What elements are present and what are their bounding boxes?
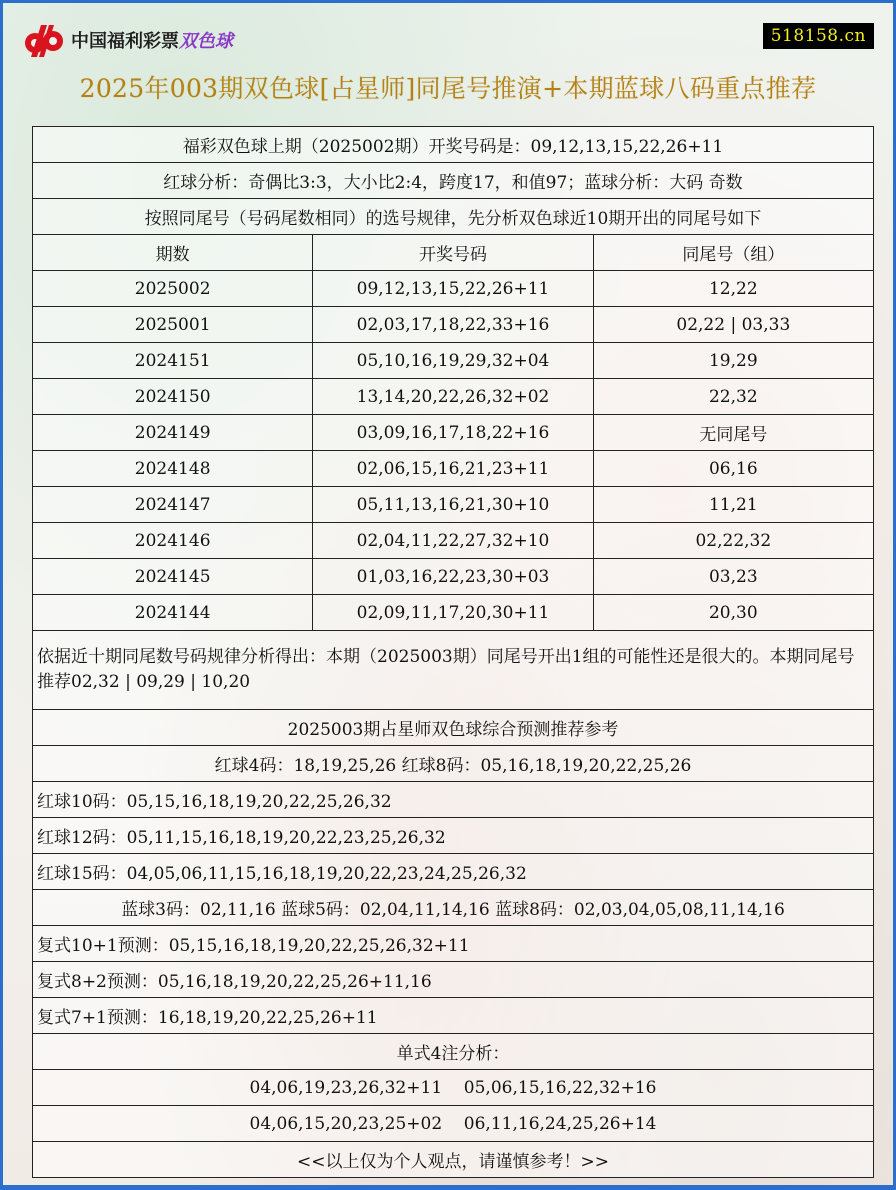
issue-cell: 2025002 bbox=[33, 271, 313, 307]
red-15-text: 红球15码：04,05,06,11,15,16,18,19,20,22,23,24,25,26,32 bbox=[33, 854, 874, 890]
issue-cell: 2024148 bbox=[33, 451, 313, 487]
analysis-row bbox=[33, 163, 874, 199]
numbers-cell: 09,12,13,15,22,26+11 bbox=[313, 271, 593, 307]
same-tail-cell: 无同尾号 bbox=[593, 415, 873, 451]
same-tail-cell: 22,32 bbox=[593, 379, 873, 415]
single-row-1 bbox=[33, 1070, 874, 1106]
analysis-table bbox=[32, 126, 874, 1178]
issue-cell: 2025001 bbox=[33, 307, 313, 343]
table-header-row bbox=[33, 235, 874, 271]
issue-cell: 2024151 bbox=[33, 343, 313, 379]
analysis-text: 红球分析：奇偶比3:3，大小比2:4，跨度17，和值97；蓝球分析：大码 奇数 bbox=[33, 163, 874, 199]
red-15-row bbox=[33, 854, 874, 890]
table-row bbox=[33, 307, 874, 343]
fushi-7-1-row bbox=[33, 998, 874, 1034]
issue-cell: 2024146 bbox=[33, 523, 313, 559]
table-row bbox=[33, 451, 874, 487]
issue-cell: 2024145 bbox=[33, 559, 313, 595]
numbers-cell: 03,09,16,17,18,22+16 bbox=[313, 415, 593, 451]
fushi-8-2-text: 复式8+2预测：05,16,18,19,20,22,25,26+11,16 bbox=[33, 962, 874, 998]
column-header-issue: 期数 bbox=[33, 235, 313, 271]
fushi-8-2-row bbox=[33, 962, 874, 998]
intro-text: 按照同尾号（号码尾数相同）的选号规律，先分析双色球近10期开出的同尾号如下 bbox=[33, 199, 874, 235]
numbers-cell: 01,03,16,22,23,30+03 bbox=[313, 559, 593, 595]
table-row bbox=[33, 415, 874, 451]
table-row bbox=[33, 379, 874, 415]
blue-text: 蓝球3码：02,11,16 蓝球5码：02,04,11,14,16 蓝球8码：02,03,04,05,08,11,14,16 bbox=[33, 890, 874, 926]
logo-text bbox=[71, 27, 233, 53]
prediction-heading-row bbox=[33, 710, 874, 746]
disclaimer-row bbox=[33, 1142, 874, 1178]
same-tail-cell: 03,23 bbox=[593, 559, 873, 595]
column-header-numbers: 开奖号码 bbox=[313, 235, 593, 271]
single-row-2 bbox=[33, 1106, 874, 1142]
intro-row bbox=[33, 199, 874, 235]
table-row bbox=[33, 343, 874, 379]
issue-cell: 2024147 bbox=[33, 487, 313, 523]
fushi-10-1-row bbox=[33, 926, 874, 962]
logo-org-name: 中国福利彩票 bbox=[71, 31, 179, 52]
single-heading-row bbox=[33, 1034, 874, 1070]
same-tail-cell: 02,22,32 bbox=[593, 523, 873, 559]
numbers-cell: 02,04,11,22,27,32+10 bbox=[313, 523, 593, 559]
table-row bbox=[33, 523, 874, 559]
page-title: 2025年003期双色球[占星师]同尾号推演+本期蓝球八码重点推荐 bbox=[79, 74, 817, 103]
conclusion-text: 依据近十期同尾数号码规律分析得出：本期（2025003期）同尾号开出1组的可能性还是很大的。本期同尾号推荐02,32 | 09,29 | 10,20 bbox=[33, 631, 874, 710]
table-row bbox=[33, 271, 874, 307]
same-tail-cell: 11,21 bbox=[593, 487, 873, 523]
site-badge: 518158.cn bbox=[763, 23, 874, 49]
numbers-cell: 02,03,17,18,22,33+16 bbox=[313, 307, 593, 343]
numbers-cell: 02,06,15,16,21,23+11 bbox=[313, 451, 593, 487]
same-tail-cell: 19,29 bbox=[593, 343, 873, 379]
single-heading: 单式4注分析： bbox=[33, 1034, 874, 1070]
red-4-8-row bbox=[33, 746, 874, 782]
red-10-text: 红球10码：05,15,16,18,19,20,22,25,26,32 bbox=[33, 782, 874, 818]
blue-row bbox=[33, 890, 874, 926]
last-draw-row bbox=[33, 127, 874, 163]
single-row-2-text: 04,06,15,20,23,25+02 06,11,16,24,25,26+14 bbox=[33, 1106, 874, 1142]
numbers-cell: 05,10,16,19,29,32+04 bbox=[313, 343, 593, 379]
last-draw-text: 福彩双色球上期（2025002期）开奖号码是：09,12,13,15,22,26+11 bbox=[33, 127, 874, 163]
table-row bbox=[33, 487, 874, 523]
disclaimer-text: <<以上仅为个人观点，请谨慎参考！>> bbox=[33, 1142, 874, 1178]
same-tail-cell: 02,22 | 03,33 bbox=[593, 307, 873, 343]
single-row-1-text: 04,06,19,23,26,32+11 05,06,15,16,22,32+16 bbox=[33, 1070, 874, 1106]
issue-cell: 2024144 bbox=[33, 595, 313, 631]
red-4-8-text: 红球4码：18,19,25,26 红球8码：05,16,18,19,20,22,25,26 bbox=[33, 746, 874, 782]
same-tail-cell: 06,16 bbox=[593, 451, 873, 487]
red-12-text: 红球12码：05,11,15,16,18,19,20,22,23,25,26,32 bbox=[33, 818, 874, 854]
fushi-10-1-text: 复式10+1预测：05,15,16,18,19,20,22,25,26,32+11 bbox=[33, 926, 874, 962]
conclusion-row bbox=[33, 631, 874, 710]
logo-game-name: 双色球 bbox=[179, 31, 233, 52]
red-10-row bbox=[33, 782, 874, 818]
numbers-cell: 13,14,20,22,26,32+02 bbox=[313, 379, 593, 415]
numbers-cell: 05,11,13,16,21,30+10 bbox=[313, 487, 593, 523]
red-12-row bbox=[33, 818, 874, 854]
table-row bbox=[33, 559, 874, 595]
issue-cell: 2024150 bbox=[33, 379, 313, 415]
fushi-7-1-text: 复式7+1预测：16,18,19,20,22,25,26+11 bbox=[33, 998, 874, 1034]
same-tail-cell: 20,30 bbox=[593, 595, 873, 631]
table-row bbox=[33, 595, 874, 631]
cwl-logo bbox=[23, 23, 233, 57]
welfare-lottery-logo-icon bbox=[23, 23, 65, 57]
issue-cell: 2024149 bbox=[33, 415, 313, 451]
numbers-cell: 02,09,11,17,20,30+11 bbox=[313, 595, 593, 631]
same-tail-cell: 12,22 bbox=[593, 271, 873, 307]
column-header-same-tail: 同尾号（组） bbox=[593, 235, 873, 271]
prediction-heading: 2025003期占星师双色球综合预测推荐参考 bbox=[33, 710, 874, 746]
